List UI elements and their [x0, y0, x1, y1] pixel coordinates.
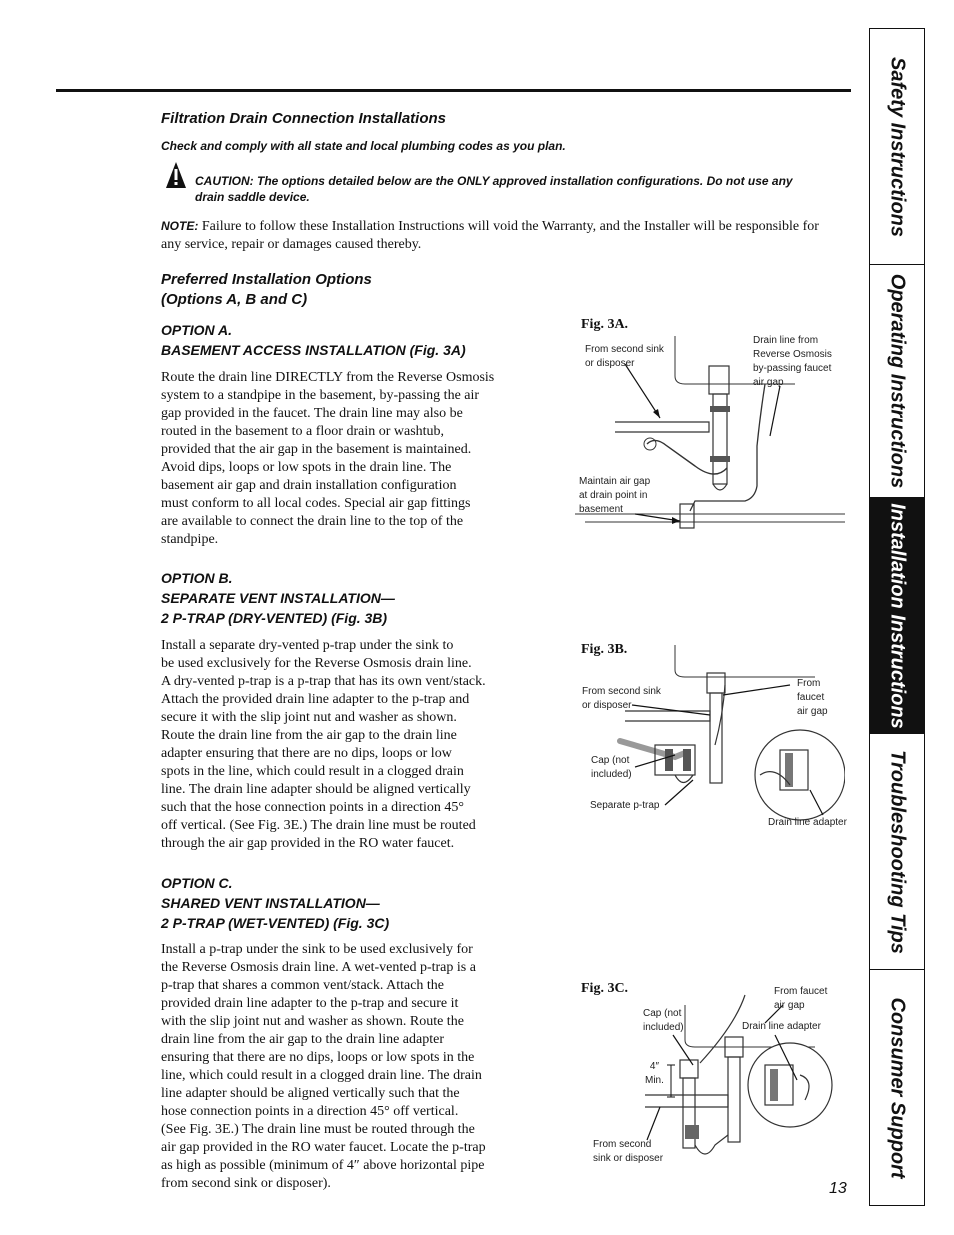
option-c-heading-line2: SHARED VENT INSTALLATION— — [161, 895, 380, 911]
fig-3a-callout-sink: From second sink or disposer — [585, 344, 664, 369]
section-title: Filtration Drain Connection Installations — [161, 110, 447, 127]
fig-3a-callout-drain: Drain line from Reverse Osmosis by-passing faucet air gap — [753, 335, 832, 388]
page-number: 13 — [829, 1180, 847, 1197]
caution-text-line1: CAUTION: The options detailed below are the ONLY approved installation configurations. Do not use any — [195, 174, 793, 188]
fig-3a-callout-maintain: Maintain air gap at drain point in basement — [579, 476, 651, 515]
option-a-heading-line2: BASEMENT ACCESS INSTALLATION (Fig. 3A) — [161, 342, 466, 358]
warning-icon — [165, 161, 187, 189]
option-b-heading — [161, 568, 395, 628]
tab-troubleshooting-label: Troubleshooting Tips — [886, 749, 909, 954]
option-b-heading-line1: OPTION B. — [161, 570, 233, 586]
fig-3a-label: Fig. 3A. — [581, 317, 629, 332]
tab-consumer-label: Consumer Support — [886, 996, 909, 1179]
section-tabs-sidebar — [869, 28, 925, 1206]
option-c-heading-line3: 2 P-TRAP (WET-VENTED) (Fig. 3C) — [161, 915, 390, 931]
fig-3c-label: Fig. 3C. — [581, 981, 629, 996]
option-b-heading-line3: 2 P-TRAP (DRY-VENTED) (Fig. 3B) — [161, 610, 388, 626]
fig-3b-callout-adapter: Drain line adapter — [768, 817, 847, 828]
preferred-options-heading — [161, 270, 372, 310]
option-c-heading-line1: OPTION C. — [161, 875, 233, 891]
check-codes-text: Check and comply with all state and local plumbing codes as you plan. — [161, 139, 566, 153]
preferred-line1: Preferred Installation Options — [161, 271, 372, 288]
fig-3c-callout-sink: From second sink or disposer — [593, 1139, 664, 1164]
fig-3c-callout-faucet: From faucet air gap — [774, 986, 828, 1011]
option-a-body: Route the drain line DIRECTLY from the Reverse Osmosis system to a standpipe in the basement, by-passing the air gap provided in the faucet. The drain line may also be routed in the basement to a floor drain or washtub, provided that the air gap in the basement is maintained. Avoid dips, loops or low spots in the drain line. The basement air gap and drain installation configuration must conform to all local codes. Special air gap fittings are available to connect the drain line to the top of the standpipe. — [161, 370, 495, 547]
fig-3b-callout-ptrap: Separate p-trap — [590, 800, 660, 811]
tab-operating-label: Operating Instructions — [886, 273, 909, 489]
option-b-heading-line2: SEPARATE VENT INSTALLATION— — [161, 590, 395, 606]
fig-3c-callout-cap: Cap (not included) — [643, 1008, 684, 1033]
tab-safety-instructions[interactable] — [870, 29, 924, 265]
top-rule — [56, 89, 851, 92]
fig-3c-callout-min: 4″ Min. — [645, 1061, 664, 1086]
fig-3b-callout-sink: From second sink or disposer — [582, 686, 661, 711]
note-paragraph — [161, 217, 821, 254]
fig-3b-illustration — [575, 645, 845, 845]
caution-text-line2: drain saddle device. — [195, 190, 310, 204]
fig-3c-callout-adapter: Drain line adapter — [742, 1021, 821, 1032]
fig-3b-label: Fig. 3B. — [581, 642, 628, 657]
tab-safety-label: Safety Instructions — [886, 56, 909, 237]
fig-3b-callout-faucet: From faucet air gap — [797, 678, 828, 717]
note-label: NOTE: — [161, 219, 199, 233]
option-a-heading — [161, 320, 466, 360]
tab-installation-instructions[interactable] — [870, 498, 924, 734]
preferred-line2: (Options A, B and C) — [161, 291, 308, 308]
option-c-body: Install a p-trap under the sink to be used exclusively for the Reverse Osmosis drain line. A wet-vented p-trap is a p-trap that shares a common vent/stack. Attach the provided drain line adapter to the p-trap and secure it with the slip joint nut and washer as shown. Route the drain line from the air gap to the drain line adapter ensuring that there are no dips, loops or low spots in the line, which could result in a clogged drain line. The drain line adapter should be aligned vertically such that the hose connection points in a direction 45° off vertical. (See Fig. 3E.) The drain line must be routed through the air gap provided in the RO water faucet. Locate the p-trap as high as possible (minimum of 4″ above horizontal pipe from second sink or disposer). — [161, 942, 486, 1191]
option-b-body: Install a separate dry-vented p-trap under the sink to be used exclusively for the Reverse Osmosis drain line. A dry-vented p-trap is a p-trap that has its own vent/stack. Attach the provided drain line adapter to the p-trap and secure it with the slip joint nut and washer as shown. Route the drain line from the air gap to the drain line adapter ensuring that there are no dips, loops or low spots in the line, which could result in a clogged drain line. The drain line adapter should be aligned vertically such that the hose connection points in a direction 45° off vertical. (See Fig. 3E.) The drain line must be routed through the air gap provided in the RO water faucet. — [161, 638, 486, 851]
option-c-heading — [161, 873, 389, 933]
tab-installation-label: Installation Instructions — [886, 502, 909, 729]
tab-troubleshooting-tips[interactable] — [870, 734, 924, 970]
option-a-heading-line1: OPTION A. — [161, 322, 233, 338]
note-text: Failure to follow these Installation Instructions will void the Warranty, and the Installer will be responsible for any service, repair or damages caused thereby. — [161, 219, 819, 252]
tab-consumer-support[interactable] — [870, 970, 924, 1205]
fig-3b-callout-cap: Cap (not included) — [591, 755, 632, 780]
tab-operating-instructions[interactable] — [870, 265, 924, 498]
